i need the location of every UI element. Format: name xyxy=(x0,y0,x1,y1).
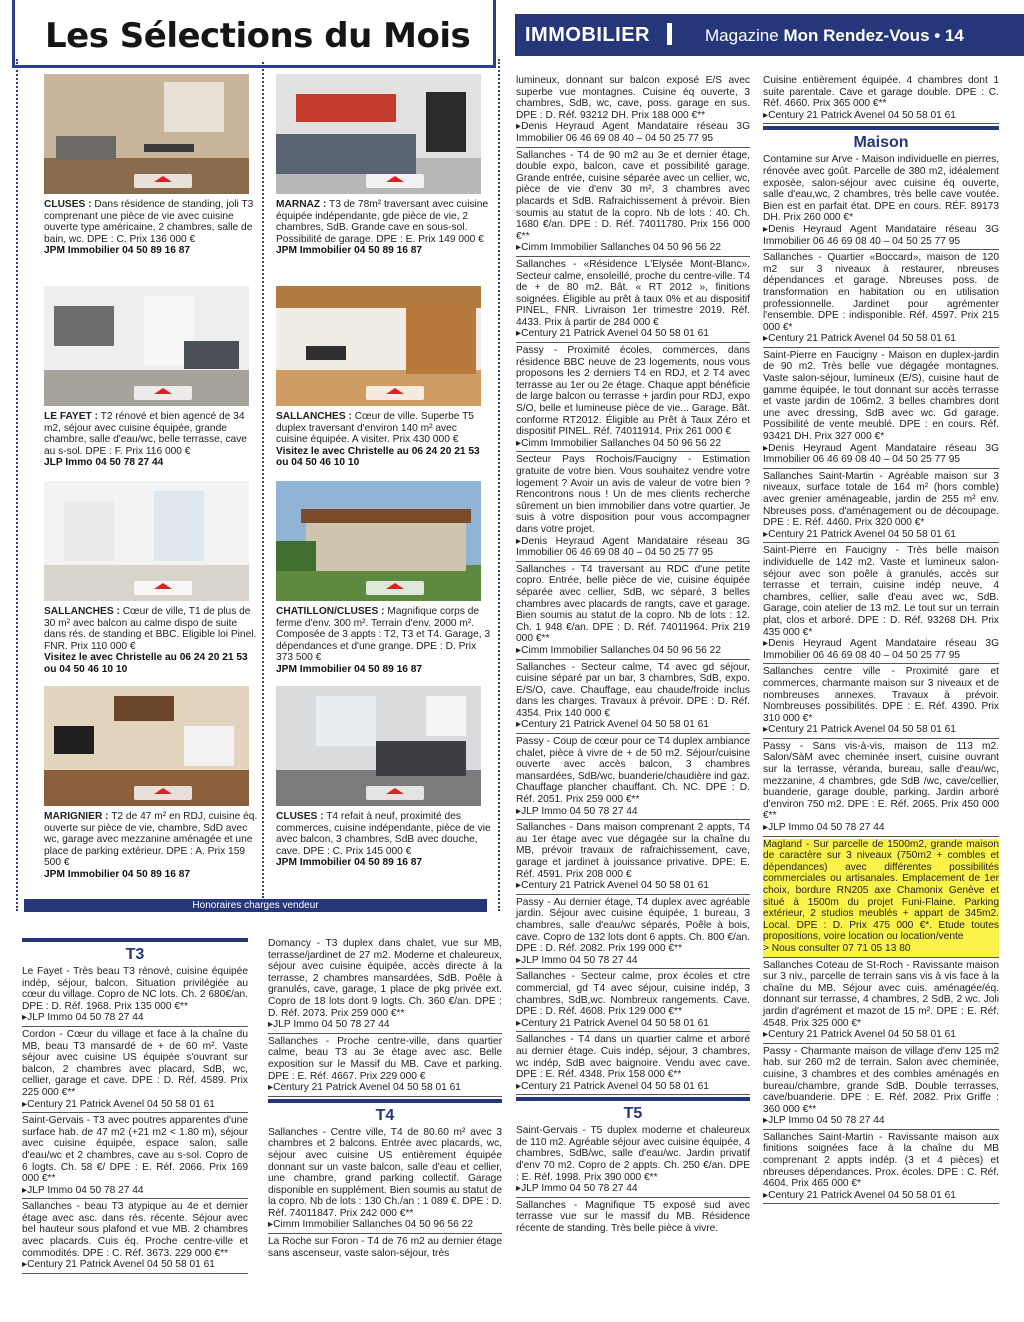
section-heading-t4: T4 xyxy=(268,1099,502,1125)
listing-item xyxy=(516,454,750,561)
agency-watermark-icon xyxy=(134,581,192,595)
listing-text: Sallanches - Proche centre-ville, dans quartier calme, beau T3 au 3e étage avec asc. Belle exposition sur le Massif du MB. Cave et parking. DPE : E. Réf. 4667. Prix 229 000 € xyxy=(268,1035,502,1082)
listing-text: Saint-Gervais - T3 avec poutres apparentes d'une surface hab. de 47 m2 (+21 m2 < 1.80 m), séjour avec cuisine équipée, espace salon, salle d'eau/wc et 2 chambres, cave au s-sol. Copro de 6 logts. Ch. 58 €/ DPE : E. Réf. 2066. Prix 169 000 €** xyxy=(22,1115,248,1185)
photo-detail xyxy=(306,346,346,360)
selection-card[interactable] xyxy=(44,74,259,257)
photo-detail xyxy=(406,304,476,374)
selection-text xyxy=(44,811,259,869)
listing-item xyxy=(516,1200,750,1237)
photo-detail xyxy=(184,341,239,369)
listing-text: Sallanches - T4 de 90 m2 au 3e et dernier étage, double expo, balcon, cave et possibilité garage. Grande entrée, cuisine séparée avec un cellier, wc, pièce de vie d'env 30 m², 3 chambres avec placards et SdB. Rafraichissement à prévoir. Bien soumis au statut de la copro. Nb de lots : 40. Ch. 1680 €/an. DPE : D. Réf. 74011780. Prix 156 000 €** xyxy=(516,149,750,242)
photo-detail xyxy=(276,134,416,174)
listing-contact[interactable]: ▸Cimm Immobilier Sallanches 04 50 96 56 22 xyxy=(516,644,721,656)
listing-item xyxy=(763,471,999,544)
listing-item xyxy=(516,662,750,735)
listing-contact[interactable]: ▸Denis Heyraud Agent Mandataire réseau 3G Immobilier 06 46 69 08 40 – 04 50 25 77 95 xyxy=(763,223,999,247)
listing-contact[interactable]: ▸JLP Immo 04 50 78 27 44 xyxy=(516,954,638,966)
selection-description: T4 refait à neuf, proximité des commerces, cuisine indépendante, pièce de vie avec balcon, 3 chambres, SdB avec douche, cave. DPE : C. Prix 145 000 € xyxy=(276,811,491,857)
listing-text: Sallanches - Dans maison comprenant 2 appts, T4 au 1er étage avec vue dégagée sur la chaîne du MB, prévoir travaux de rafraichissement, cave, garage et jardinet à jouissance privative. DPE: E. Réf. 4591. Prix 208 000 € xyxy=(516,822,750,880)
listing-text: Passy - Coup de cœur pour ce T4 duplex ambiance chalet, pièce à vivre de + de 50 m2. Séjour/cuisine ouverte avec accès balcon, 3 chambres mansardées, SdB/wc, buanderie/chaudière ind gaz. Chauffage plancher chauffant. Ch. NC. DPE : D. Réf. 2051. Prix 259 000 €** xyxy=(516,736,750,806)
photo-detail xyxy=(306,521,466,571)
page-title: Les Sélections du Mois xyxy=(40,14,475,58)
listing-item xyxy=(516,1034,750,1095)
listing-text: lumineux, donnant sur balcon exposé E/S avec superbe vue montagnes. Cuisine éq ouverte, 3 chambres, SdB, wc, cave, poss. garage en sus. DPE : D. Réf. 93212 DH. Prix 188 000 €** xyxy=(516,75,750,121)
listing-text: Secteur Pays Rochois/Faucigny - Estimation gratuite de votre bien. Vous souhaitez vendre votre logement ? Avoir un avis de valeur de votre bien ? Rencontrons nous ! Un de mes clients recherche sûrement un bien immobilier dans votre quartier. Je suis à votre disposition pour vous accompagner dans votre projet. xyxy=(516,454,750,535)
listing-item xyxy=(22,966,248,1027)
listing-contact[interactable]: ▸Century 21 Patrick Avenel 04 50 58 01 61 xyxy=(516,1017,709,1029)
section-divider xyxy=(667,23,672,45)
selection-contact[interactable]: JPM Immobilier 04 50 89 16 87 xyxy=(276,857,423,869)
listing-item xyxy=(516,564,750,660)
agency-watermark-icon xyxy=(366,786,424,800)
selection-description: Cœur de ville. Superbe T5 duplex traversant d'environ 140 m² avec cuisine équipée. A visiter. Prix 430 000 € xyxy=(276,411,474,446)
listing-contact[interactable]: ▸Century 21 Patrick Avenel 04 50 58 01 61 xyxy=(516,719,709,731)
listing-item xyxy=(763,839,999,958)
listing-contact[interactable]: ▸JLP Immo 04 50 78 27 44 xyxy=(22,1012,144,1024)
listing-text: Saint-Pierre en Faucigny - Très belle maison individuelle de 142 m2. Vaste et lumineux salon-séjour avec son poêle à granulés, accès sur terrasse et terrain, cuisine indép neuve, 4 chambres, cellier, salle d'eau avec wc, SdB. Garage, coin atelier de 13 m2. Le tout sur un terrain plat, clos et arboré. DPE : D. Réf. 93268 DH. Prix 435 000 €* xyxy=(763,545,999,638)
selection-card[interactable] xyxy=(44,481,259,676)
selection-description: T2 rénové et bien agencé de 34 m2, séjour avec cuisine équipée, grande chambre, salle d'eau/wc, belle terrasse, cave au s-sol. DPE : F. Prix 116 000 € xyxy=(44,411,247,457)
listing-contact[interactable]: ▸Century 21 Patrick Avenel 04 50 58 01 61 xyxy=(516,328,709,340)
photo-detail xyxy=(376,741,466,776)
listing-item xyxy=(516,259,750,343)
listing-item xyxy=(516,736,750,820)
listing-contact[interactable]: ▸Denis Heyraud Agent Mandataire réseau 3G Immobilier 06 46 69 08 40 – 04 50 25 77 95 xyxy=(516,535,750,559)
listing-item xyxy=(516,971,750,1032)
photo-detail xyxy=(296,94,396,122)
selection-description: T3 de 78m² traversant avec cuisine équipée indépendante, gde pièce de vie, 2 chambres, SdB. Grande cave en sous-sol. Possibilité de garage. DPE : E. Prix 149 000 € xyxy=(276,199,489,245)
selection-card[interactable] xyxy=(276,686,491,869)
listing-text: Saint-Gervais - T5 duplex moderne et chaleureux de 110 m2. Agréable séjour avec cuisine équipée, 4 chambres, SdB/wc, salle d'eau/wc. Jardin privatif d'env 70 m2. Copro de 2 appts. Ch. 250 €/an. DPE : E. Réf. 1998. Prix 390 000 €** xyxy=(516,1125,750,1183)
listing-contact[interactable]: ▸Cimm Immobilier Sallanches 04 50 96 56 22 xyxy=(516,242,721,254)
photo-detail xyxy=(154,491,204,561)
listing-text: Sallanches - Centre ville, T4 de 80.60 m² avec 3 chambres et 2 balcons. Entrée avec placards, wc, séjour avec cuisine US entièrement équipée donnant sur un vaste balcon, salle d'eau et cellier, une chambre, grand parking collectif. Garage disponible en supplément. Bien soumis au statut de la copro. Nb de lots : 130 Ch./an : 1 089 €. DPE : D. Réf. 74011847. Prix 242 000 €** xyxy=(268,1126,502,1219)
listing-text: Sallanches - Magnifique T5 exposé sud avec terrasse vue sur le massif du MB. Résidence récente de standing. Très belle pièce à vivre. xyxy=(516,1199,750,1235)
selection-card[interactable] xyxy=(276,286,491,469)
section-banner xyxy=(515,14,1024,56)
listing-text: Sallanches - Quartier «Boccard», maison de 120 m2 sur 3 niveaux à restaurer, nbreuses dépendances et garage. Nbreuses poss. de transformation en habitation ou en utilisation professionnelle. Jardinet pour agrémenter l'ensemble. DPE : indisponible. Réf. 4597. Prix 215 000 €* xyxy=(763,252,999,333)
listing-text: Sallanches - T4 dans un quartier calme et arboré au dernier étage. Cuis indép, séjour, 3 chambres, wc indép, SdB avec baignoire. Vendu avec cave. DPE : E. Réf. 4348. Prix 158 000 €** xyxy=(516,1034,750,1081)
listing-contact[interactable]: ▸Century 21 Patrick Avenel 04 50 58 01 61 xyxy=(763,109,956,121)
selection-text xyxy=(44,199,259,245)
listing-text: Sallanches - Secteur calme, T4 avec gd séjour, cuisine séparé par un bar, 3 chambres, SdB, expo. E/S/O, cave. Chauffage, eau chaude/froide inclus dans les charges. Travaux à prévoir. DPE : D. Réf. 4354. Prix 140 000 € xyxy=(516,661,750,719)
listing-item xyxy=(516,1125,750,1198)
listing-text: Sallanches Saint-Martin - Ravissante maison aux finitions soignées face à la chaîne du MB comprenant 2 appts indép. (3 et 4 pièces) et nbreuses dépendances. Prox. écoles. DPE : C. Réf. 4604. Prix 465 000 €* xyxy=(763,1131,999,1190)
listing-text: Sallanches - Secteur calme, prox écoles et ctre commercial, gd T4 avec séjour, cuisine indép, 3 chambres, SdB,wc. Nombreux rangements. Cave. DPE : D. Réf. 4608. Prix 129 000 €** xyxy=(516,971,750,1018)
selection-contact[interactable]: JPM Immobilier 04 50 89 16 87 xyxy=(44,868,191,880)
selection-location: MARNAZ : xyxy=(276,199,327,210)
magazine-label xyxy=(705,25,964,47)
listing-text: Passy - Sans vis-à-vis, maison de 113 m2. Salon/SàM avec cheminée insert, cuisine ouvrant sur la terrasse, véranda, bureau, salle d'eau/wc, mezzanine, 4 chambres, gde SdB /wc, cave/cellier, buanderie, garage double, parking. Jardin arboré d'environ 750 m2. DPE : E. Réf. 2065. Prix 450 000 €** xyxy=(763,740,999,822)
listing-item xyxy=(516,345,750,452)
listing-text: Sallanches Coteau de St-Roch - Ravissante maison sur 3 niv., parcelle de terrain sans vis à vis face à la chaîne du MB. Séjour avec cuis. aménagée/éq. donnant sur terrasse, 4 chambres, 2 SdB, 2 wc. Joli jardin d'agrément et mazot de 15 m². DPE : E. Réf. 4548. Prix 325 000 €* xyxy=(763,959,999,1029)
listing-item xyxy=(22,1201,248,1274)
photo-detail xyxy=(56,136,116,160)
photo-detail xyxy=(54,726,94,754)
listing-text: Sallanches Saint-Martin - Agréable maison sur 3 niveaux, surface totale de 164 m² (hors comble) avec grenier aménageable, jardin de 255 m² env. Nbreuses poss. d'aménagement ou de découpage. DPE : E. Réf. 4460. Prix 320 000 €* xyxy=(763,470,999,529)
listing-text: Cuisine entièrement équipée. 4 chambres dont 1 suite parentale. Cave et garage double. DPE : C. Réf. 4660. Prix 365 000 €** xyxy=(763,75,999,110)
selection-contact[interactable]: Visitez le avec Christelle au 06 24 20 21 53 ou 04 50 46 10 10 xyxy=(44,652,248,675)
photo-detail xyxy=(276,541,316,571)
selection-contact[interactable]: Visitez le avec Christelle au 06 24 20 21 53 ou 04 50 46 10 10 xyxy=(276,445,480,469)
selection-card[interactable] xyxy=(276,481,491,676)
listing-contact[interactable]: ▸Denis Heyraud Agent Mandataire réseau 3G Immobilier 06 46 69 08 40 – 04 50 25 77 95 xyxy=(763,442,999,466)
photo-detail xyxy=(54,306,114,346)
listing-text: Domancy - T3 duplex dans chalet, vue sur MB, terrasse/jardinet de 27 m2. Moderne et chaleureux, séjour avec cuisine équipée, accès directe à la terrasse, 2 chambres mansardées, SdB. Poêle à granulés, cave, garage, 1 place de pkg privée ext. Copro de 18 lots dont 9 logts. Ch. 360 €/an. DPE : D. Réf. 2073. Prix 259 000 €** xyxy=(268,938,502,1019)
listing-item xyxy=(763,154,999,250)
listing-contact[interactable]: ▸Century 21 Patrick Avenel 04 50 58 01 61 xyxy=(763,333,956,345)
listing-item xyxy=(268,1236,502,1261)
selection-contact[interactable]: JPM Immobilier 04 50 89 16 87 xyxy=(276,663,423,675)
listing-item xyxy=(763,75,999,124)
listing-item xyxy=(268,1036,502,1097)
selection-location: LE FAYET : xyxy=(44,411,98,422)
photo-detail xyxy=(64,501,114,561)
listing-text: Sallanches centre ville - Proximité gare et commerces, charmante maison sur 3 niveaux et de nombreuses annexes. Travaux à prévoir. Nombreuses possibilités. DPE : E. Réf. 4390. Prix 310 000 €* xyxy=(763,666,999,724)
listing-contact[interactable]: ▸Cimm Immobilier Sallanches 04 50 96 56 22 xyxy=(268,1219,473,1231)
section-heading-t3: T3 xyxy=(22,938,248,964)
photo-kitchen-window[interactable] xyxy=(276,686,481,806)
listing-item xyxy=(763,350,999,469)
selection-card[interactable] xyxy=(44,286,259,469)
column-b xyxy=(268,938,502,1263)
listing-contact[interactable]: ▸Century 21 Patrick Avenel 04 50 58 01 61 xyxy=(763,528,956,540)
agency-watermark-icon xyxy=(366,581,424,595)
magazine-name: Mon Rendez-Vous • 14 xyxy=(783,26,964,45)
listing-text: Passy - Charmante maison de village d'env 125 m2 hab. sur 260 m2 de terrain. Salon avec cheminée, cuisine, 3 chambres et des combles aménagés en bureau/chambre, grande SdB. Double terrasses, cave/buanderie. DPE : E. Réf. 2082. Prix Griffe : 360 000 €** xyxy=(763,1045,999,1115)
column-a xyxy=(22,938,248,1276)
selection-location: SALLANCHES : xyxy=(276,411,352,422)
listing-contact[interactable]: ▸Century 21 Patrick Avenel 04 50 58 01 61 xyxy=(763,724,956,736)
listing-text: Contamine sur Arve - Maison individuelle en pierres, rénovée avec goût. Parcelle de 380 m2, idéalement exposée, salon-séjour avec cuisine éq ouverte, salle d'eau,wc, 2 chambres, très belle cave voutée. Bien est en parfait état. DPE en cours. RÉF. 89173 DH. Prix 260 000 €* xyxy=(763,154,999,224)
photo-open-kitchen[interactable] xyxy=(44,286,249,406)
agency-watermark-icon xyxy=(366,174,424,188)
listing-contact[interactable]: ▸JLP Immo 04 50 78 27 44 xyxy=(268,1019,390,1031)
listing-contact[interactable]: ▸Century 21 Patrick Avenel 04 50 58 01 61 xyxy=(516,1080,709,1092)
listing-contact[interactable]: > Nous consulter 07 71 05 13 80 xyxy=(763,942,911,954)
selection-text xyxy=(276,199,491,245)
listing-contact[interactable]: ▸JLP Immo 04 50 78 27 44 xyxy=(516,805,638,817)
selection-description: T2 de 47 m² en RDJ, cuisine éq. ouverte sur pièce de vie, chambre, SdD avec wc, garage avec mezzanine aménagée et une place de parking extérieur. DPE : A. Prix 159 500 € xyxy=(44,811,258,869)
listing-item xyxy=(516,897,750,970)
agency-watermark-icon xyxy=(134,786,192,800)
selection-text xyxy=(44,411,259,457)
photo-duplex[interactable] xyxy=(276,286,481,406)
listing-contact[interactable]: ▸JLP Immo 04 50 78 27 44 xyxy=(516,1183,638,1195)
agency-watermark-icon xyxy=(366,386,424,400)
listing-item xyxy=(268,938,502,1034)
photo-detail xyxy=(114,696,174,721)
listing-text: La Roche sur Foron - T4 de 76 m2 au dernier étage sans ascenseur, vaste salon-séjour, très xyxy=(268,1236,502,1259)
selections-divider xyxy=(262,62,264,898)
listing-contact[interactable]: ▸Century 21 Patrick Avenel 04 50 58 01 61 xyxy=(763,1189,956,1201)
listing-contact[interactable]: ▸JLP Immo 04 50 78 27 44 xyxy=(763,1115,885,1127)
selection-location: CLUSES : xyxy=(276,811,324,822)
selection-location: SALLANCHES : xyxy=(44,606,120,617)
listing-item xyxy=(763,1046,999,1130)
selection-location: CLUSES : xyxy=(44,199,92,210)
section-title: IMMOBILIER xyxy=(525,24,650,46)
listing-item xyxy=(763,741,999,837)
listing-text: Passy - Au dernier étage, T4 duplex avec agréable jardin. Séjour avec cuisine équipée, 1 bureau, 3 chambres, salle d'eau/wc séparés, Poêle à bois, cave. Copro de 132 lots dont 6 appts. Ch. 800 €/an. DPE : D. Réf. 2082. Prix 199 000 €** xyxy=(516,896,750,955)
photo-mezzanine[interactable] xyxy=(44,686,249,806)
listing-item xyxy=(22,1029,248,1113)
selection-description: Magnifique corps de ferme d'env. 300 m². Terrain d'env. 2000 m². Composée de 3 appts : T2, T3 et T4. Garage, 3 dépendances et d'une grange. DPE : D. Prix 373 500 € xyxy=(276,606,491,664)
selection-location: CHATILLON/CLUSES : xyxy=(276,606,385,617)
photo-detail xyxy=(144,144,194,152)
photo-farmhouse[interactable] xyxy=(276,481,481,601)
selection-text xyxy=(276,811,491,857)
photo-empty-room[interactable] xyxy=(44,481,249,601)
listing-item xyxy=(516,75,750,148)
section-heading-maison: Maison xyxy=(763,126,999,152)
listing-text: Sallanches - T4 traversant au RDC d'une petite copro. Entrée, belle pièce de vie, cuisine équipée séparée avec cellier, SdB, wc séparé, 3 belles chambres avec placards de rangts, cave et garage. Bien soumis au statut de la copro. Nb de lots : 12. Ch. 1 948 €/an. DPE : D. Réf. 74011964. Prix 219 000 €** xyxy=(516,563,750,645)
column-d xyxy=(763,75,999,1206)
agency-watermark-icon xyxy=(134,386,192,400)
listing-item xyxy=(763,545,999,664)
photo-detail xyxy=(184,726,234,766)
selection-location: MARIGNIER : xyxy=(44,811,109,822)
photo-living-room[interactable] xyxy=(44,74,249,194)
photo-kitchen[interactable] xyxy=(276,74,481,194)
photo-detail xyxy=(316,696,376,746)
selection-card[interactable] xyxy=(276,74,491,257)
magazine-word: Magazine xyxy=(705,26,779,45)
listing-item xyxy=(268,1127,502,1234)
listing-text: Magland - Sur parcelle de 1500m2, grande maison de caractère sur 3 niveaux (750m2 + combles et dépendances) avec différentes possibilités commerciales ou artisanales. Emplacement de 1er choix, bordure RN205 axe Chamonix Genève et situé à 1500m du projet Funi-Flaine. Parking extérieur, 2 studios meublés + appart de 345m2. Local. DPE : D. Prix 475 000 €*. Etude toutes propositions, voire location ou location/vente xyxy=(763,838,999,943)
fees-banner: Honoraires charges vendeur xyxy=(24,899,487,912)
listing-item xyxy=(22,1115,248,1199)
listing-text: Sallanches - beau T3 atypique au 4e et dernier étage avec asc. dans rés. récente. Séjour avec bel hauteur sous plafond et vue MB. 2 chambres avec placards. Cuis éq. Proche centre-ville et commodités. DPE : C. Réf. 3673. 229 000 €** xyxy=(22,1201,248,1259)
selection-text xyxy=(276,411,491,446)
listing-contact[interactable]: ▸JLP Immo 04 50 78 27 44 xyxy=(22,1184,144,1196)
selection-description: Cœur de ville, T1 de plus de 30 m² avec balcon au calme dispo de suite dans rés. de standing et BBC. Eligible loi Pinel. FNR. Prix 110 000 € xyxy=(44,606,257,652)
photo-detail xyxy=(301,509,471,523)
listing-item xyxy=(763,252,999,348)
selection-description: Dans résidence de standing, joli T3 comprenant une pièce de vie avec cuisine ouverte type américaine, 2 chambres, salle de bain, wc. DPE : C. Prix 136 000 € xyxy=(44,199,254,245)
selection-card[interactable] xyxy=(44,686,259,881)
listing-item xyxy=(763,1132,999,1205)
listing-contact[interactable]: ▸JLP Immo 04 50 78 27 44 xyxy=(763,822,885,834)
listing-item xyxy=(516,822,750,895)
selection-text xyxy=(276,606,491,664)
listing-text: Cordon - Cœur du village et face à la chaîne du MB, beau T3 mansardé de + de 60 m². Vaste séjour avec cuisine US équipée s'ouvrant sur balcon, 2 chambres avec placard, SdB, wc, cellier, garage et cave. DPE : D. Réf. 4589. Prix 225 000 €** xyxy=(22,1028,248,1098)
selection-contact[interactable]: JLP Immo 04 50 78 27 44 xyxy=(44,457,164,469)
selection-contact[interactable]: JPM Immobilier 04 50 89 16 87 xyxy=(276,245,423,257)
listing-item xyxy=(763,666,999,739)
agency-watermark-icon xyxy=(134,174,192,188)
listing-text: Sallanches - «Résidence L'Elysée Mont-Blanc». Secteur calme, ensoleillé, proche du centre-ville. T4 de + de 80 m2. Bât. « RT 2012 », finitions soignées. Éligible au prêt à taux 0% et au dispositif PINEL, FNR. Livraison 1er trimestre 2019. Réf. 4433. Prix à partir de 284 000 € xyxy=(516,258,750,328)
photo-detail xyxy=(426,696,466,736)
listing-contact[interactable]: ▸Century 21 Patrick Avenel 04 50 58 01 61 xyxy=(22,1098,215,1110)
listing-contact[interactable]: ▸Denis Heyraud Agent Mandataire réseau 3G Immobilier 06 46 69 08 40 – 04 50 25 77 95 xyxy=(763,638,999,661)
listing-contact[interactable]: ▸Century 21 Patrick Avenel 04 50 58 01 61 xyxy=(516,880,709,892)
listing-text: Passy - Proximité écoles, commerces, dans résidence BBC neuve de 23 logements, nous vous proposons les 2 derniers T4 en RDJ, et 2 T4 avec terrasse au 1er ou 2e étage. Chaque appt bénéficie de large balcon ou terrasse + jardin pour RDJ, expo S/O, belle et lumineuse pièce de vie... Garage. Bât. conforme RT2012. Éligible au Prêt à Taux Zéro et dispositif PINEL. Réf. 74011914. Prix 261 000 € xyxy=(516,345,750,438)
listing-contact[interactable]: ▸Century 21 Patrick Avenel 04 50 58 01 61 xyxy=(22,1259,215,1271)
listing-contact[interactable]: ▸Century 21 Patrick Avenel 04 50 58 01 61 xyxy=(268,1082,461,1094)
listing-item xyxy=(516,150,750,257)
listing-text: Saint-Pierre en Faucigny - Maison en duplex-jardin de 90 m2. Très belle vue dégagée montagnes. Vaste salon-séjour, lumineux (E/S), cuisine haut de gamme équipée, le tout donnant sur accès terrasse et vaste jardin de 106m2. 3 belles chambres dont une avec dressing, SdB avec wc. Gd garage. Possibilité de vente meublé. DPE : en cours. Réf. 93421 DH. Prix 327 000 €* xyxy=(763,349,999,443)
photo-detail xyxy=(426,92,466,152)
section-heading-t5: T5 xyxy=(516,1097,750,1123)
listing-contact[interactable]: ▸Century 21 Patrick Avenel 04 50 58 01 61 xyxy=(763,1029,956,1041)
selection-text xyxy=(44,606,259,652)
photo-detail xyxy=(164,82,224,132)
selection-contact[interactable]: JPM Immobilier 04 50 89 16 87 xyxy=(44,245,191,257)
column-c xyxy=(516,75,750,1239)
listing-item xyxy=(763,960,999,1044)
listing-contact[interactable]: ▸Denis Heyraud Agent Mandataire réseau 3G Immobilier 06 46 69 08 40 – 04 50 25 77 95 xyxy=(516,121,750,144)
listing-contact[interactable]: ▸Cimm Immobilier Sallanches 04 50 96 56 22 xyxy=(516,437,721,449)
listing-text: Le Fayet - Très beau T3 rénové, cuisine équipée indép, séjour, balcon. Situation privilégiée au cœur du village. Copro de NC lots. Ch. 2 680€/an. DPE : D. Réf. 1968. Prix 135 000 €** xyxy=(22,966,248,1012)
